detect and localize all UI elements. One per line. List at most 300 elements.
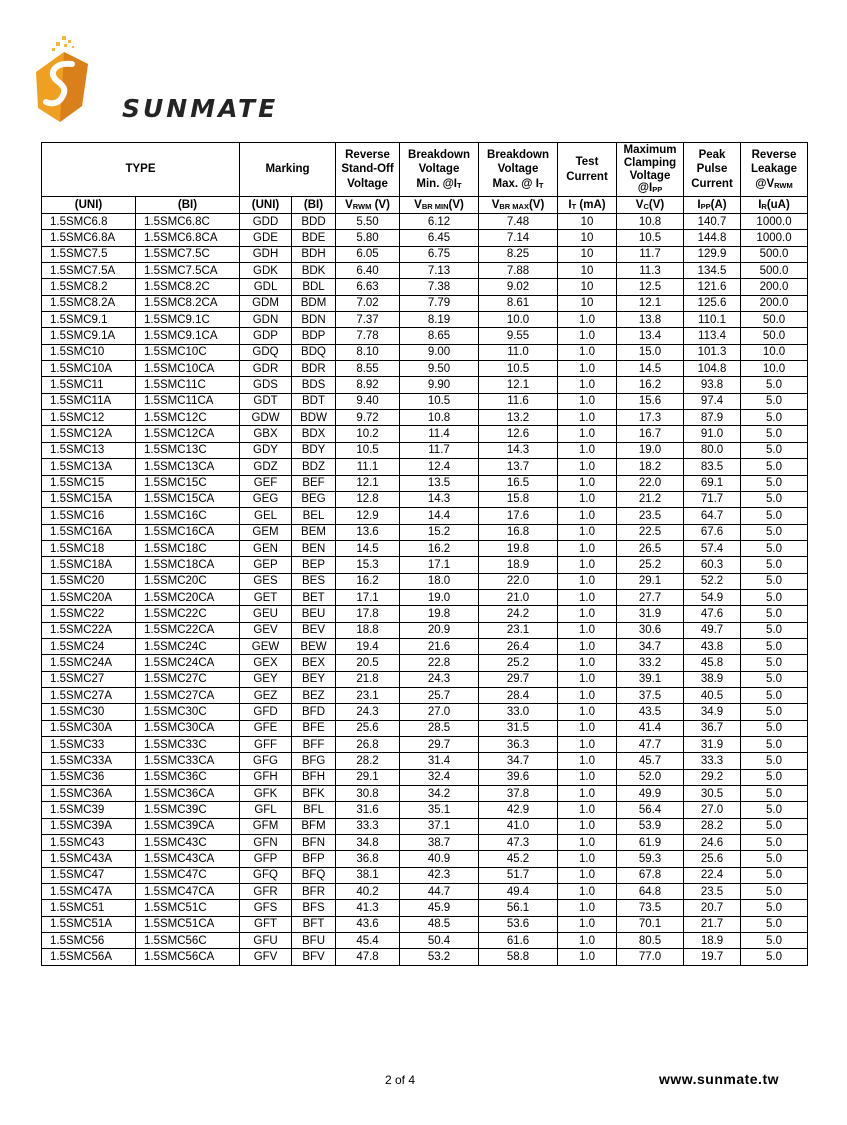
uni-marking-cell: GDD xyxy=(240,214,292,230)
vbrmax-cell: 29.7 xyxy=(479,671,558,687)
vbrmin-cell: 53.2 xyxy=(400,949,479,965)
it-cell: 1.0 xyxy=(558,655,617,671)
uni-type-cell: 1.5SMC56 xyxy=(42,933,136,949)
vc-cell: 25.2 xyxy=(617,557,684,573)
table-row xyxy=(42,361,808,377)
vc-cell: 29.1 xyxy=(617,573,684,589)
uni-marking-cell: GDS xyxy=(240,377,292,393)
bi-type-cell: 1.5SMC56C xyxy=(136,933,240,949)
uni-marking-cell: GEM xyxy=(240,524,292,540)
uni-marking-cell: GEF xyxy=(240,475,292,491)
ipp-cell: 25.6 xyxy=(684,851,741,867)
vrwm-cell: 47.8 xyxy=(336,949,400,965)
vc-cell: 13.8 xyxy=(617,312,684,328)
header-row-main xyxy=(42,143,808,197)
vrwm-cell: 19.4 xyxy=(336,638,400,654)
bi-marking-cell: BEZ xyxy=(292,687,336,703)
table-row xyxy=(42,737,808,753)
vbrmin-cell: 13.5 xyxy=(400,475,479,491)
vrwm-cell: 17.8 xyxy=(336,606,400,622)
uni-type-cell: 1.5SMC9.1A xyxy=(42,328,136,344)
vc-cell: 22.0 xyxy=(617,475,684,491)
bi-type-cell: 1.5SMC18CA xyxy=(136,557,240,573)
ir-cell: 5.0 xyxy=(741,491,808,507)
uni-marking-cell: GDY xyxy=(240,442,292,458)
ir-cell: 5.0 xyxy=(741,753,808,769)
vc-cell: 41.4 xyxy=(617,720,684,736)
uni-marking-cell: GFR xyxy=(240,884,292,900)
bi-marking-cell: BDP xyxy=(292,328,336,344)
bi-type-cell: 1.5SMC12C xyxy=(136,410,240,426)
table-row xyxy=(42,246,808,262)
bi-marking-cell: BEY xyxy=(292,671,336,687)
bi-marking-cell: BFK xyxy=(292,786,336,802)
table-row xyxy=(42,393,808,409)
vbrmin-cell: 9.50 xyxy=(400,361,479,377)
vrwm-cell: 29.1 xyxy=(336,769,400,785)
it-cell: 1.0 xyxy=(558,753,617,769)
vbrmax-cell: 56.1 xyxy=(479,900,558,916)
vbrmax-cell: 41.0 xyxy=(479,818,558,834)
ir-cell: 5.0 xyxy=(741,622,808,638)
vbrmin-cell: 29.7 xyxy=(400,737,479,753)
it-cell: 10 xyxy=(558,279,617,295)
ipp-cell: 45.8 xyxy=(684,655,741,671)
uni-marking-cell: GEZ xyxy=(240,687,292,703)
ir-cell: 5.0 xyxy=(741,508,808,524)
table-row xyxy=(42,786,808,802)
bi-marking-cell: BDS xyxy=(292,377,336,393)
vrwm-cell: 7.02 xyxy=(336,295,400,311)
ipp-cell: 113.4 xyxy=(684,328,741,344)
uni-type-cell: 1.5SMC56A xyxy=(42,949,136,965)
table-row xyxy=(42,230,808,246)
vc-cell: 67.8 xyxy=(617,867,684,883)
it-cell: 1.0 xyxy=(558,540,617,556)
bi-marking-cell: BEN xyxy=(292,540,336,556)
uni-type-cell: 1.5SMC27A xyxy=(42,687,136,703)
uni-marking-cell: GFT xyxy=(240,916,292,932)
table-row xyxy=(42,328,808,344)
bi-type-cell: 1.5SMC20C xyxy=(136,573,240,589)
uni-marking-cell: GFG xyxy=(240,753,292,769)
ipp-cell: 23.5 xyxy=(684,884,741,900)
vbrmin-cell: 50.4 xyxy=(400,933,479,949)
website-link[interactable]: www.sunmate.tw xyxy=(658,1071,779,1087)
vrwm-cell: 28.2 xyxy=(336,753,400,769)
ir-cell: 5.0 xyxy=(741,410,808,426)
vbrmin-cell: 44.7 xyxy=(400,884,479,900)
ipp-cell: 20.7 xyxy=(684,900,741,916)
ipp-cell: 69.1 xyxy=(684,475,741,491)
vc-cell: 61.9 xyxy=(617,835,684,851)
uni-type-cell: 1.5SMC12 xyxy=(42,410,136,426)
it-cell: 1.0 xyxy=(558,720,617,736)
vbrmin-cell: 22.8 xyxy=(400,655,479,671)
vbrmax-cell: 37.8 xyxy=(479,786,558,802)
bi-marking-cell: BFT xyxy=(292,916,336,932)
ipp-cell: 34.9 xyxy=(684,704,741,720)
vrwm-cell: 13.6 xyxy=(336,524,400,540)
uni-type-cell: 1.5SMC15 xyxy=(42,475,136,491)
table-row xyxy=(42,475,808,491)
table-row xyxy=(42,312,808,328)
bi-type-cell: 1.5SMC15CA xyxy=(136,491,240,507)
reverse-leakage-header: Reverse Leakage $@V_{RWM}$ xyxy=(741,143,808,197)
uni-type-cell: 1.5SMC47A xyxy=(42,884,136,900)
vc-cell: 70.1 xyxy=(617,916,684,932)
uni-marking-cell: GFP xyxy=(240,851,292,867)
uni-marking-header: (UNI) xyxy=(240,197,292,214)
it-cell: 1.0 xyxy=(558,949,617,965)
it-cell: 1.0 xyxy=(558,589,617,605)
vc-cell: 11.3 xyxy=(617,263,684,279)
it-cell: 1.0 xyxy=(558,328,617,344)
uni-marking-cell: GDR xyxy=(240,361,292,377)
it-cell: 1.0 xyxy=(558,818,617,834)
uni-type-cell: 1.5SMC20 xyxy=(42,573,136,589)
table-row xyxy=(42,867,808,883)
uni-type-cell: 1.5SMC33A xyxy=(42,753,136,769)
table-row xyxy=(42,933,808,949)
vbrmin-cell: 10.5 xyxy=(400,393,479,409)
uni-type-header: (UNI) xyxy=(42,197,136,214)
uni-type-cell: 1.5SMC7.5 xyxy=(42,246,136,262)
uni-type-cell: 1.5SMC7.5A xyxy=(42,263,136,279)
vrwm-cell: 8.92 xyxy=(336,377,400,393)
uni-type-cell: 1.5SMC24A xyxy=(42,655,136,671)
bi-type-cell: 1.5SMC30C xyxy=(136,704,240,720)
vc-cell: 17.3 xyxy=(617,410,684,426)
it-cell: 1.0 xyxy=(558,557,617,573)
vbrmin-cell: 25.7 xyxy=(400,687,479,703)
ipp-cell: 33.3 xyxy=(684,753,741,769)
vc-cell: 11.7 xyxy=(617,246,684,262)
bi-type-cell: 1.5SMC39CA xyxy=(136,818,240,834)
vbrmax-cell: 7.88 xyxy=(479,263,558,279)
vrwm-cell: 12.9 xyxy=(336,508,400,524)
vbrmax-cell: 11.6 xyxy=(479,393,558,409)
bi-type-cell: 1.5SMC56CA xyxy=(136,949,240,965)
vrwm-cell: 8.10 xyxy=(336,344,400,360)
vrwm-cell: 10.2 xyxy=(336,426,400,442)
vbrmin-cell: 24.3 xyxy=(400,671,479,687)
uni-type-cell: 1.5SMC13 xyxy=(42,442,136,458)
ipp-cell: 29.2 xyxy=(684,769,741,785)
ir-cell: 5.0 xyxy=(741,704,808,720)
vc-cell: 21.2 xyxy=(617,491,684,507)
ir-cell: 5.0 xyxy=(741,900,808,916)
bi-type-cell: 1.5SMC36C xyxy=(136,769,240,785)
it-cell: 1.0 xyxy=(558,802,617,818)
vbrmax-cell: 42.9 xyxy=(479,802,558,818)
table-row xyxy=(42,279,808,295)
vbrmax-cell: 9.02 xyxy=(479,279,558,295)
bi-type-cell: 1.5SMC10CA xyxy=(136,361,240,377)
it-cell: 10 xyxy=(558,263,617,279)
vbrmin-cell: 15.2 xyxy=(400,524,479,540)
breakdown-min-header: Breakdown Voltage Min. $@I_T$ xyxy=(400,143,479,197)
bi-marking-cell: BEF xyxy=(292,475,336,491)
uni-marking-cell: GFK xyxy=(240,786,292,802)
vbrmin-cell: 37.1 xyxy=(400,818,479,834)
vc-cell: 16.2 xyxy=(617,377,684,393)
vbrmax-cell: 25.2 xyxy=(479,655,558,671)
uni-marking-cell: GDK xyxy=(240,263,292,279)
uni-type-cell: 1.5SMC22A xyxy=(42,622,136,638)
bi-type-cell: 1.5SMC22C xyxy=(136,606,240,622)
ir-cell: 5.0 xyxy=(741,393,808,409)
vc-cell: 15.6 xyxy=(617,393,684,409)
bi-type-cell: 1.5SMC24C xyxy=(136,638,240,654)
ipp-cell: 31.9 xyxy=(684,737,741,753)
bi-type-cell: 1.5SMC11C xyxy=(136,377,240,393)
vc-cell: 27.7 xyxy=(617,589,684,605)
vrwm-cell: 12.1 xyxy=(336,475,400,491)
bi-type-cell: 1.5SMC30CA xyxy=(136,720,240,736)
table-row xyxy=(42,589,808,605)
vbrmax-cell: 13.2 xyxy=(479,410,558,426)
company-logo xyxy=(34,34,304,124)
vbrmax-cell: 7.48 xyxy=(479,214,558,230)
vbrmin-cell: 20.9 xyxy=(400,622,479,638)
table-row xyxy=(42,949,808,965)
table-row xyxy=(42,720,808,736)
vbrmax-cell: 23.1 xyxy=(479,622,558,638)
vbrmax-cell: 33.0 xyxy=(479,704,558,720)
table-row xyxy=(42,540,808,556)
table-row xyxy=(42,671,808,687)
uni-marking-cell: GFD xyxy=(240,704,292,720)
vrwm-cell: 33.3 xyxy=(336,818,400,834)
ipp-cell: 93.8 xyxy=(684,377,741,393)
vrwm-cell: 24.3 xyxy=(336,704,400,720)
it-cell: 1.0 xyxy=(558,426,617,442)
spec-table xyxy=(41,142,808,966)
vbrmax-cell: 11.0 xyxy=(479,344,558,360)
uni-marking-cell: GEV xyxy=(240,622,292,638)
bi-marking-cell: BEW xyxy=(292,638,336,654)
uni-marking-cell: GDM xyxy=(240,295,292,311)
ipp-cell: 28.2 xyxy=(684,818,741,834)
header-row-sub xyxy=(42,197,808,214)
vbrmin-cell: 35.1 xyxy=(400,802,479,818)
bi-type-cell: 1.5SMC39C xyxy=(136,802,240,818)
bi-marking-cell: BFD xyxy=(292,704,336,720)
vbrmax-cell: 36.3 xyxy=(479,737,558,753)
vbrmax-cell: 8.25 xyxy=(479,246,558,262)
vbrmin-cell: 19.0 xyxy=(400,589,479,605)
uni-marking-cell: GDQ xyxy=(240,344,292,360)
vbrmax-cell: 9.55 xyxy=(479,328,558,344)
table-row xyxy=(42,606,808,622)
it-cell: 1.0 xyxy=(558,786,617,802)
bi-type-cell: 1.5SMC18C xyxy=(136,540,240,556)
ipp-cell: 80.0 xyxy=(684,442,741,458)
page-number: 2 of 4 xyxy=(384,1073,416,1087)
it-cell: 10 xyxy=(558,214,617,230)
it-cell: 1.0 xyxy=(558,769,617,785)
ir-cell: 5.0 xyxy=(741,867,808,883)
table-row xyxy=(42,687,808,703)
vc-cell: 14.5 xyxy=(617,361,684,377)
uni-marking-cell: GFS xyxy=(240,900,292,916)
bi-marking-cell: BDR xyxy=(292,361,336,377)
it-cell: 1.0 xyxy=(558,704,617,720)
bi-type-cell: 1.5SMC36CA xyxy=(136,786,240,802)
ipp-cell: 38.9 xyxy=(684,671,741,687)
ir-cell: 5.0 xyxy=(741,720,808,736)
vbrmax-cell: 22.0 xyxy=(479,573,558,589)
vbrmax-cell: 26.4 xyxy=(479,638,558,654)
uni-type-cell: 1.5SMC6.8A xyxy=(42,230,136,246)
vrwm-cell: 14.5 xyxy=(336,540,400,556)
it-cell: 1.0 xyxy=(558,933,617,949)
vrwm-cell: 17.1 xyxy=(336,589,400,605)
bi-marking-cell: BFE xyxy=(292,720,336,736)
vbrmin-cell: 19.8 xyxy=(400,606,479,622)
table-row xyxy=(42,263,808,279)
vbrmax-cell: 12.1 xyxy=(479,377,558,393)
bi-type-cell: 1.5SMC15C xyxy=(136,475,240,491)
it-cell: 1.0 xyxy=(558,312,617,328)
ir-cell: 5.0 xyxy=(741,687,808,703)
table-row xyxy=(42,818,808,834)
vbrmin-cell: 6.12 xyxy=(400,214,479,230)
uni-marking-cell: GEX xyxy=(240,655,292,671)
table-row xyxy=(42,295,808,311)
it-cell: 1.0 xyxy=(558,508,617,524)
vc-cell: 80.5 xyxy=(617,933,684,949)
it-cell: 1.0 xyxy=(558,344,617,360)
it-cell: 1.0 xyxy=(558,524,617,540)
vc-cell: 31.9 xyxy=(617,606,684,622)
table-row xyxy=(42,344,808,360)
ipp-cell: 67.6 xyxy=(684,524,741,540)
vbrmax-cell: 18.9 xyxy=(479,557,558,573)
bi-type-cell: 1.5SMC47CA xyxy=(136,884,240,900)
ipp-cell: 144.8 xyxy=(684,230,741,246)
uni-marking-cell: GFM xyxy=(240,818,292,834)
vc-cell: 10.5 xyxy=(617,230,684,246)
uni-marking-cell: GDH xyxy=(240,246,292,262)
vbrmax-cell: 51.7 xyxy=(479,867,558,883)
bi-type-cell: 1.5SMC27CA xyxy=(136,687,240,703)
vbrmax-cell: 28.4 xyxy=(479,687,558,703)
vrwm-cell: 9.40 xyxy=(336,393,400,409)
bi-marking-cell: BEM xyxy=(292,524,336,540)
bi-type-cell: 1.5SMC6.8C xyxy=(136,214,240,230)
bi-marking-cell: BFG xyxy=(292,753,336,769)
ir-cell: 5.0 xyxy=(741,524,808,540)
bi-marking-cell: BES xyxy=(292,573,336,589)
ipp-cell: 71.7 xyxy=(684,491,741,507)
vbrmin-cell: 7.79 xyxy=(400,295,479,311)
bi-marking-cell: BFL xyxy=(292,802,336,818)
ipp-cell: 83.5 xyxy=(684,459,741,475)
ipp-cell: 52.2 xyxy=(684,573,741,589)
vbrmax-cell: 10.0 xyxy=(479,312,558,328)
it-cell: 1.0 xyxy=(558,671,617,687)
bi-marking-cell: BEV xyxy=(292,622,336,638)
ir-cell: 1000.0 xyxy=(741,214,808,230)
ipp-cell: 21.7 xyxy=(684,916,741,932)
vbrmin-cell: 9.00 xyxy=(400,344,479,360)
vrwm-cell: 40.2 xyxy=(336,884,400,900)
ipp-cell: 18.9 xyxy=(684,933,741,949)
uni-type-cell: 1.5SMC18 xyxy=(42,540,136,556)
ipp-cell: 101.3 xyxy=(684,344,741,360)
uni-marking-cell: GDL xyxy=(240,279,292,295)
ir-cell: 5.0 xyxy=(741,655,808,671)
uni-marking-cell: GDN xyxy=(240,312,292,328)
uni-marking-cell: GFN xyxy=(240,835,292,851)
bi-marking-cell: BDD xyxy=(292,214,336,230)
vrwm-cell: 8.55 xyxy=(336,361,400,377)
vc-cell: 47.7 xyxy=(617,737,684,753)
vbrmin-cell: 6.75 xyxy=(400,246,479,262)
ir-cell: 5.0 xyxy=(741,671,808,687)
vbrmin-cell: 11.7 xyxy=(400,442,479,458)
uni-marking-cell: GBX xyxy=(240,426,292,442)
ipp-cell: 43.8 xyxy=(684,638,741,654)
ipp-cell: 64.7 xyxy=(684,508,741,524)
vbrmax-cell: 21.0 xyxy=(479,589,558,605)
vbrmin-cell: 21.6 xyxy=(400,638,479,654)
ir-cell: 5.0 xyxy=(741,377,808,393)
ir-cell: 5.0 xyxy=(741,589,808,605)
vc-cell: 56.4 xyxy=(617,802,684,818)
bi-type-cell: 1.5SMC24CA xyxy=(136,655,240,671)
bi-marking-cell: BDH xyxy=(292,246,336,262)
vbrmin-cell: 40.9 xyxy=(400,851,479,867)
uni-type-cell: 1.5SMC11 xyxy=(42,377,136,393)
it-cell: 10 xyxy=(558,295,617,311)
ir-cell: 50.0 xyxy=(741,312,808,328)
vrwm-cell: 18.8 xyxy=(336,622,400,638)
vc-cell: 53.9 xyxy=(617,818,684,834)
vrwm-cell: 23.1 xyxy=(336,687,400,703)
vbrmax-cell: 16.5 xyxy=(479,475,558,491)
it-cell: 1.0 xyxy=(558,638,617,654)
ir-cell: 500.0 xyxy=(741,246,808,262)
bi-marking-cell: BET xyxy=(292,589,336,605)
table-row xyxy=(42,377,808,393)
it-cell: 1.0 xyxy=(558,606,617,622)
ir-cell: 5.0 xyxy=(741,884,808,900)
uni-marking-cell: GFF xyxy=(240,737,292,753)
vrwm-cell: 5.50 xyxy=(336,214,400,230)
bi-type-cell: 1.5SMC20CA xyxy=(136,589,240,605)
vbrmin-cell: 14.4 xyxy=(400,508,479,524)
bi-marking-cell: BDN xyxy=(292,312,336,328)
vrwm-cell: 25.6 xyxy=(336,720,400,736)
vrwm-cell: 30.8 xyxy=(336,786,400,802)
it-cell: 1.0 xyxy=(558,361,617,377)
bi-marking-header: (BI) xyxy=(292,197,336,214)
vc-cell: 22.5 xyxy=(617,524,684,540)
it-cell: 1.0 xyxy=(558,900,617,916)
vbrmax-cell: 45.2 xyxy=(479,851,558,867)
bi-marking-cell: BDT xyxy=(292,393,336,409)
it-cell: 1.0 xyxy=(558,573,617,589)
vbrmax-cell: 15.8 xyxy=(479,491,558,507)
vrwm-cell: 20.5 xyxy=(336,655,400,671)
ir-cell: 5.0 xyxy=(741,426,808,442)
bi-marking-cell: BFN xyxy=(292,835,336,851)
vbrmax-cell: 13.7 xyxy=(479,459,558,475)
vc-cell: 13.4 xyxy=(617,328,684,344)
